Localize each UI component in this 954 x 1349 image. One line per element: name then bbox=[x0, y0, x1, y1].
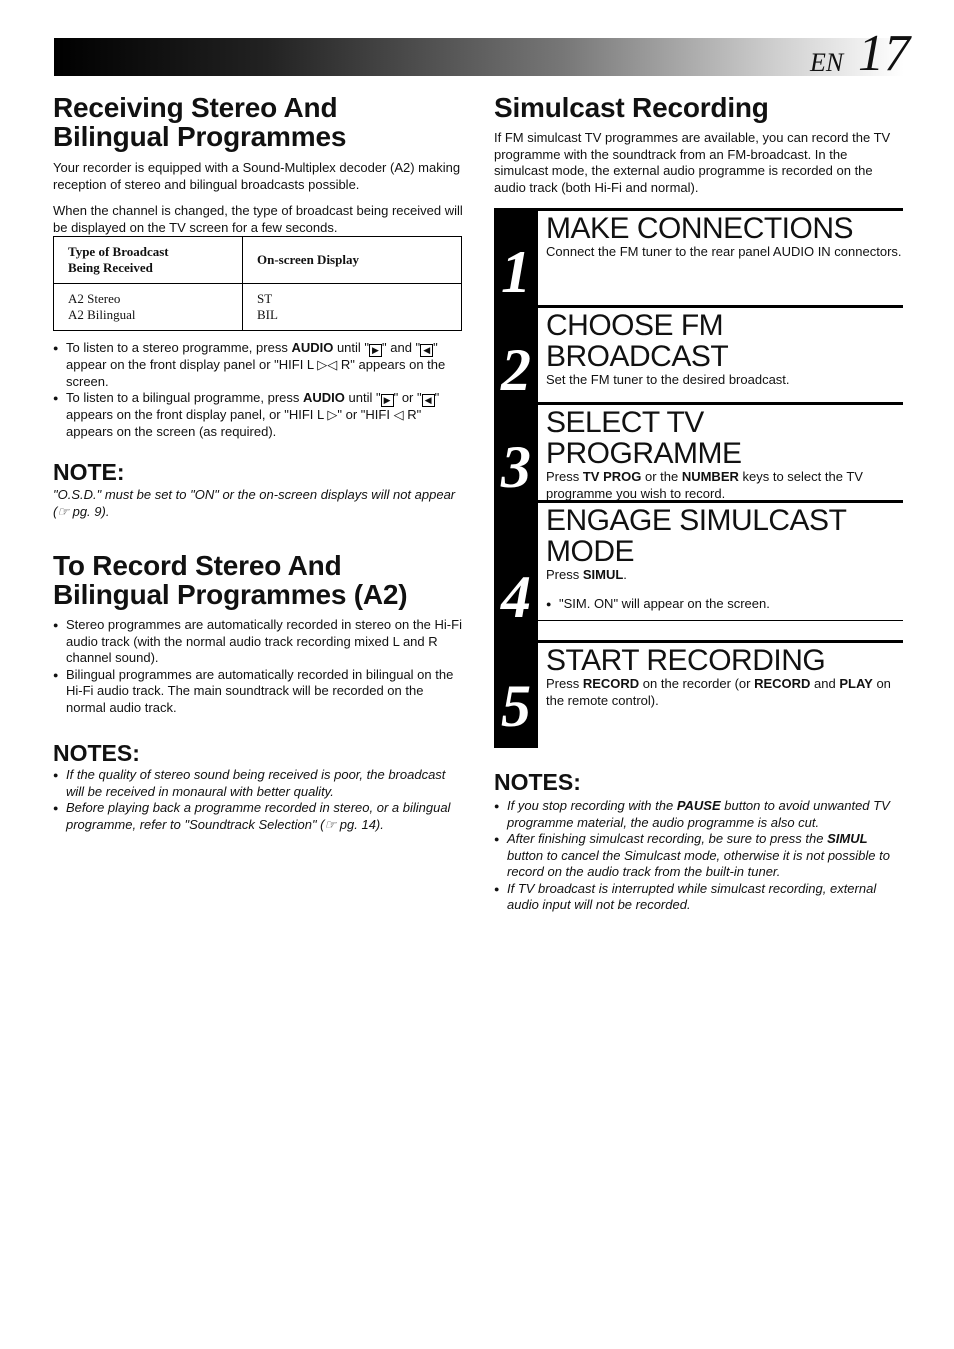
text: button to cancel the Simulcast mode, otherwise it is not possible to record on the audio track from the built-in tuner. bbox=[507, 847, 890, 879]
table-row bbox=[54, 284, 462, 331]
bullet-bilingual-record: ● Bilingual programmes are automatically recorded in bilingual on the Hi-Fi audio track. The main soundtrack will be recorded on the normal audio track. bbox=[53, 667, 463, 717]
text: Press bbox=[546, 567, 583, 582]
step-title: START RECORDING bbox=[546, 644, 826, 677]
step-bullets bbox=[546, 596, 903, 613]
play-right-icon: ▶ bbox=[381, 394, 394, 407]
text: After finishing simulcast recording, be sure to press the bbox=[507, 831, 828, 846]
title-line: Receiving Stereo And bbox=[53, 92, 338, 123]
key-simul: SIMUL bbox=[582, 567, 624, 582]
record-bullets bbox=[53, 617, 463, 716]
table-header-row bbox=[54, 237, 462, 284]
cell-line: BIL bbox=[257, 307, 278, 322]
step-rule bbox=[538, 208, 903, 211]
title-line: To Record Stereo And bbox=[53, 550, 342, 581]
key-tv-prog: TV PROG bbox=[582, 469, 642, 484]
intro-paragraph: Your recorder is equipped with a Sound-Multiplex decoder (A2) making reception of stereo and bilingual broadcasts possible. bbox=[53, 160, 461, 192]
play-right-icon: ▶ bbox=[369, 344, 382, 357]
title-line: MODE bbox=[546, 535, 634, 568]
audio-bullets bbox=[53, 340, 463, 440]
note-item bbox=[494, 798, 904, 831]
speaker-right-icon: ▷ bbox=[327, 407, 338, 422]
step-3 bbox=[538, 402, 903, 502]
title-line: Bilingual Programmes (A2) bbox=[53, 579, 408, 610]
note-title: NOTE: bbox=[53, 459, 125, 485]
title-line: Bilingual Programmes bbox=[53, 121, 347, 152]
table-header-type bbox=[54, 237, 243, 284]
page-number: 17 bbox=[858, 25, 910, 82]
text: on the recorder (or bbox=[639, 676, 755, 691]
notes-list-left bbox=[53, 767, 463, 833]
step-title: CHOOSE FM BROADCAST bbox=[546, 309, 729, 373]
channel-paragraph: When the channel is changed, the type of broadcast being received will be displayed on the TV screen for a few seconds. bbox=[53, 203, 463, 235]
step-divider bbox=[538, 620, 903, 621]
step-desc bbox=[546, 567, 903, 584]
section-title-simulcast: Simulcast Recording bbox=[494, 92, 769, 123]
key-pause: PAUSE bbox=[676, 798, 721, 813]
cell-line: A2 Bilingual bbox=[68, 307, 136, 322]
table-cell-display bbox=[243, 284, 462, 331]
text: until " bbox=[344, 390, 381, 405]
step-title bbox=[546, 505, 903, 567]
text: " appear on the front display panel or "HIFI L bbox=[66, 340, 438, 372]
key-audio: AUDIO bbox=[303, 390, 345, 405]
notes-title-right: NOTES: bbox=[494, 769, 581, 795]
step-desc: Connect the FM tuner to the rear panel AUDIO IN connectors. bbox=[546, 244, 902, 259]
key-play: PLAY bbox=[839, 676, 873, 691]
step-1 bbox=[538, 208, 903, 261]
key-audio: AUDIO bbox=[291, 340, 334, 355]
step-2 bbox=[538, 305, 903, 389]
header-line: Type of Broadcast bbox=[68, 244, 169, 259]
step-5 bbox=[538, 640, 903, 709]
header-bar bbox=[54, 38, 904, 76]
key-simul: SIMUL bbox=[827, 831, 868, 846]
text: " and " bbox=[382, 340, 421, 355]
step-desc bbox=[546, 469, 903, 502]
text: " or "HIFI bbox=[337, 407, 394, 422]
speaker-left-icon: ◁ bbox=[393, 407, 404, 422]
text: until " bbox=[333, 340, 370, 355]
text: Press bbox=[546, 676, 583, 691]
broadcast-table bbox=[53, 236, 462, 331]
play-left-icon: ◀ bbox=[420, 344, 433, 357]
right-notes bbox=[494, 770, 904, 914]
step-number-3: 3 bbox=[501, 434, 531, 500]
step-rule bbox=[538, 402, 903, 405]
text: or the bbox=[641, 469, 682, 484]
key-record: RECORD bbox=[754, 676, 811, 691]
section-title-receiving bbox=[53, 93, 463, 151]
table-cell-type bbox=[54, 284, 243, 331]
step-rule bbox=[538, 305, 903, 308]
bullet-stereo-record: ● Stereo programmes are automatically recorded in stereo on the Hi-Fi audio track (with the normal audio track recording mixed L and R channel sound). bbox=[53, 617, 463, 667]
step-number-1: 1 bbox=[501, 239, 531, 305]
table-header-display: On-screen Display bbox=[243, 237, 462, 284]
bullet-stereo bbox=[53, 340, 463, 390]
step-desc bbox=[546, 676, 903, 709]
step-number-4: 4 bbox=[501, 564, 531, 630]
text: on the remote control). bbox=[546, 676, 891, 708]
step-bullet: ● "SIM. ON" will appear on the screen. bbox=[546, 596, 903, 613]
header-line: Being Received bbox=[68, 260, 153, 275]
step-rule bbox=[538, 640, 903, 643]
text: " appears on the front display panel, or "HIFI L bbox=[66, 390, 440, 422]
text: " or " bbox=[393, 390, 422, 405]
note-item: ● Before playing back a programme recorded in stereo, or a bilingual programme, refer to "Soundtrack Selection" (☞ pg. 14). bbox=[53, 800, 463, 833]
step-rule bbox=[538, 500, 903, 503]
step-desc: Set the FM tuner to the desired broadcast. bbox=[546, 372, 790, 387]
notes-list-right bbox=[494, 798, 904, 914]
text: To listen to a stereo programme, press bbox=[66, 340, 292, 355]
notes-title-left: NOTES: bbox=[53, 740, 140, 766]
title-line: ENGAGE SIMULCAST bbox=[546, 504, 847, 537]
cell-line: ST bbox=[257, 291, 273, 306]
step-number-5: 5 bbox=[501, 673, 531, 739]
step-4 bbox=[538, 500, 903, 627]
text: To listen to a bilingual programme, press bbox=[66, 390, 304, 405]
text: and bbox=[810, 676, 840, 691]
step-title: MAKE CONNECTIONS bbox=[546, 212, 854, 245]
note-text: "O.S.D." must be set to "ON" or the on-screen displays will not appear (☞ pg. 9). bbox=[53, 487, 456, 519]
key-record: RECORD bbox=[582, 676, 640, 691]
simulcast-intro: If FM simulcast TV programmes are available, you can record the TV programme with the soundtrack from an FM-broadcast. In the simulcast mode, the external audio programme is recorded on the audio track (both Hi-Fi and normal). bbox=[494, 130, 891, 195]
cell-line: A2 Stereo bbox=[68, 291, 121, 306]
step-title: SELECT TV PROGRAMME bbox=[546, 406, 742, 470]
text: Press bbox=[546, 469, 583, 484]
text: keys to select the TV programme you wish to record. bbox=[546, 469, 863, 501]
note-item bbox=[494, 831, 904, 881]
speaker-right-icon: ▷◁ bbox=[317, 357, 338, 372]
note-item: ● If TV broadcast is interrupted while simulcast recording, external audio input will not be recorded. bbox=[494, 881, 904, 914]
left-column bbox=[53, 93, 463, 833]
note-item: ● If the quality of stereo sound being received is poor, the broadcast will be received in monaural with better quality. bbox=[53, 767, 463, 800]
bullet-bilingual bbox=[53, 390, 463, 440]
text: If you stop recording with the bbox=[507, 798, 677, 813]
step-number-2: 2 bbox=[501, 337, 531, 403]
section-title-record-a2 bbox=[53, 551, 463, 609]
text: R" appears on the screen (as required). bbox=[66, 407, 422, 439]
play-left-icon: ◀ bbox=[422, 394, 435, 407]
language-label: EN bbox=[810, 48, 844, 77]
text: R" appears on the screen. bbox=[66, 357, 446, 389]
text: button to avoid unwanted TV programme material, the audio programme is also cut. bbox=[507, 798, 890, 830]
text: . bbox=[623, 567, 627, 582]
right-column bbox=[494, 93, 904, 196]
key-number: NUMBER bbox=[681, 469, 739, 484]
